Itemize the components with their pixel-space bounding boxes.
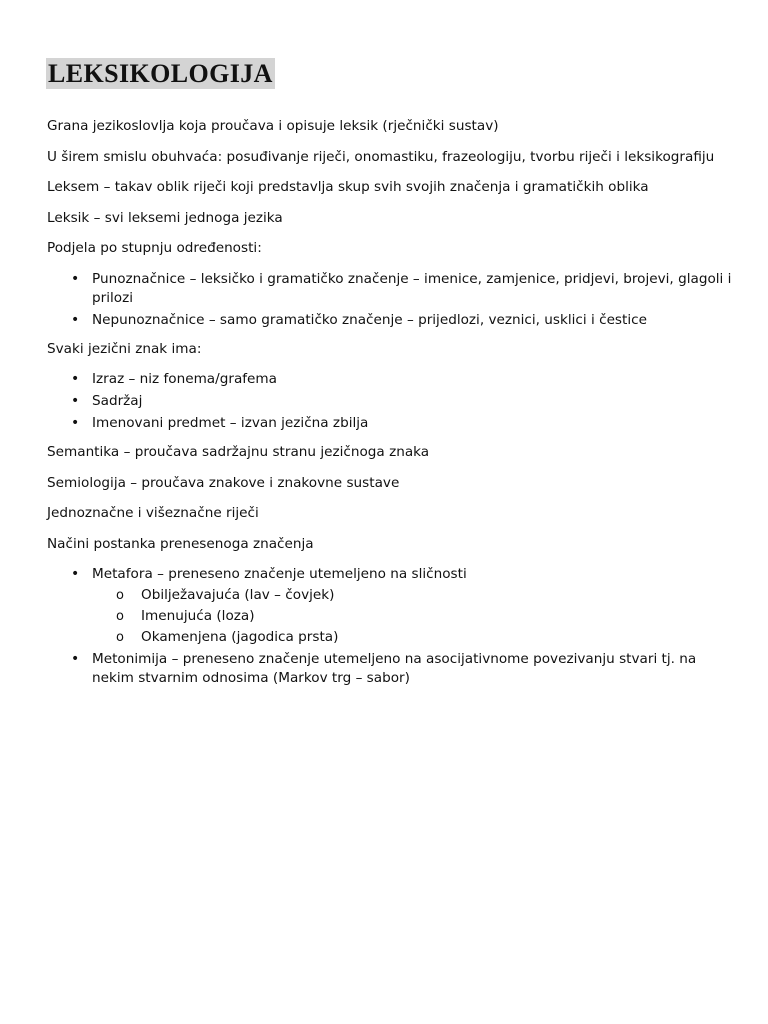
list-item [47,370,737,389]
paragraph-division-heading: Podjela po stupnju određenosti: [47,240,262,256]
paragraph-semiologija: Semiologija – proučava znakove i znakovne sustave [47,474,400,491]
circle-bullet-icon: o [116,630,124,645]
list-item-text: Imenujuća (loza) [141,608,255,624]
list-item-text: Sadržaj [92,393,143,409]
list-item [47,414,737,433]
bullet-icon: • [71,270,80,287]
list-transfer-types [47,565,737,688]
list-sign-parts [47,370,737,433]
list-item [47,565,737,647]
paragraph-sign-heading: Svaki jezični znak ima: [47,340,202,357]
paragraph-transfer-heading: Načini postanka prenesenoga značenja [47,535,314,552]
list-item-text: Punoznačnice – leksičko i gramatičko značenje – imenice, zamjenice, pridjevi, brojevi, glagoli i prilozi [92,270,732,306]
list-word-types [47,270,737,330]
list-item-text: Nepunoznačnice – samo gramatičko značenje – prijedlozi, veznici, usklici i čestice [92,311,647,328]
list-item [47,607,737,626]
list-item [47,650,737,688]
paragraph-leksik: Leksik – svi leksemi jednoga jezika [47,209,283,226]
bullet-icon: • [71,651,80,667]
list-item-text: Imenovani predmet – izvan jezična zbilja [92,415,369,431]
bullet-icon: • [71,566,80,582]
list-item [47,586,737,605]
list-item-text: Obilježavajuća (lav – čovjek) [141,587,335,603]
list-item [47,270,737,308]
bullet-icon: • [71,415,80,431]
list-item [47,628,737,647]
circle-bullet-icon: o [116,609,124,624]
paragraph-polysemy: Jednoznačne i višeznačne riječi [47,505,259,521]
circle-bullet-icon: o [116,588,124,603]
list-item-text: Metonimija – preneseno značenje utemeljeno na asocijativnome povezivanju stvari tj. na nekim stvarnim odnosima (Markov trg – sabor) [92,651,697,686]
list-item-text: Izraz – niz fonema/grafema [92,371,277,387]
document-body [47,117,737,698]
list-item-text: Okamenjena (jagodica prsta) [141,629,339,645]
paragraph-broader-scope: U širem smislu obuhvaća: posuđivanje riječi, onomastiku, frazeologiju, tvorbu riječi i leksikografiju [47,148,715,165]
paragraph-definition: Grana jezikoslovlja koja proučava i opisuje leksik (rječnički sustav) [47,118,499,134]
bullet-icon: • [71,393,80,409]
list-item [47,311,737,330]
list-item-text: Metafora – preneseno značenje utemeljeno na sličnosti [92,566,467,582]
bullet-icon: • [71,371,80,387]
list-metafora-subtypes [92,586,737,647]
paragraph-leksem: Leksem – takav oblik riječi koji predstavlja skup svih svojih značenja i gramatičkih oblika [47,179,649,195]
page-title: LEKSIKOLOGIJA [48,59,273,88]
paragraph-semantika: Semantika – proučava sadržajnu stranu jezičnoga znaka [47,444,430,460]
bullet-icon: • [71,311,80,328]
list-item [47,392,737,411]
